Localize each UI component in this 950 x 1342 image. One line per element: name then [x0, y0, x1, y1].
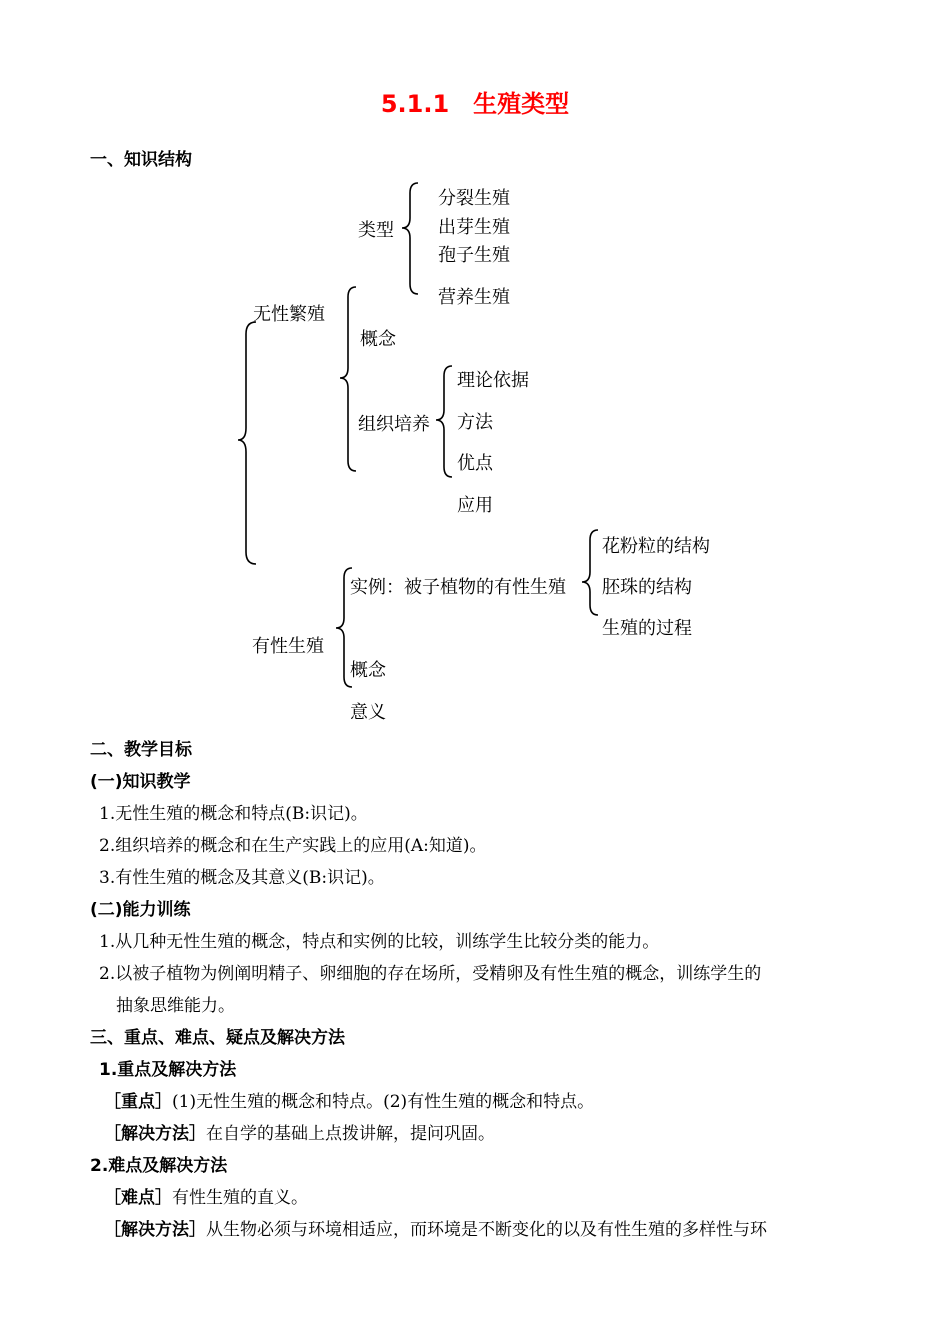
ability-goal: 1.从几种无性生殖的概念，特点和实例的比较，训练学生比较分类的能力。 — [99, 932, 660, 952]
ability-goal: 2.以被子植物为例阐明精子、卵细胞的存在场所，受精卵及有性生殖的概念，训练学生的 — [99, 964, 762, 984]
method-label: ［解决方法］ — [104, 1220, 206, 1240]
method-row — [104, 1215, 767, 1240]
method-text: 在自学的基础上点拨讲解，提问巩固。 — [206, 1124, 495, 1144]
difficult-point-label: ［难点］ — [104, 1188, 172, 1208]
example-item: 花粉粒的结构 — [602, 536, 710, 557]
type-item: 分裂生殖 — [438, 188, 510, 209]
example-brace — [582, 530, 598, 615]
method-text: 从生物必须与环境相适应，而环境是不断变化的以及有性生殖的多样性与环 — [206, 1220, 767, 1240]
tissue-culture-item: 理论依据 — [457, 370, 529, 391]
knowledge-goal: 3.有性生殖的概念及其意义(B:识记)。 — [99, 868, 385, 888]
key-point-label: ［重点］ — [104, 1092, 172, 1112]
types-brace — [402, 183, 418, 294]
subheading-key-points: 1.重点及解决方法 — [99, 1060, 237, 1080]
tissue-culture-item: 优点 — [457, 453, 493, 474]
method-row — [104, 1119, 495, 1144]
section-heading-knowledge-structure: 一、知识结构 — [90, 150, 192, 170]
knowledge-goal: 2.组织培养的概念和在生产实践上的应用(A:知道)。 — [99, 836, 487, 856]
example-label: 实例：被子植物的有性生殖 — [350, 577, 566, 598]
difficult-point-text: 有性生殖的直义。 — [172, 1188, 308, 1208]
key-point-text: (1)无性生殖的概念和特点。(2)有性生殖的概念和特点。 — [172, 1092, 595, 1112]
tissue-culture-item: 应用 — [457, 495, 493, 516]
knowledge-goal: 1.无性生殖的概念和特点(B:识记)。 — [99, 804, 368, 824]
type-item: 出芽生殖 — [438, 217, 510, 238]
section-heading-key-points: 三、重点、难点、疑点及解决方法 — [90, 1028, 345, 1048]
page-title: 5.1.1 生殖类型 — [380, 90, 570, 118]
sexual-label: 有性生殖 — [252, 636, 324, 657]
key-point-row — [104, 1087, 594, 1112]
root-brace — [238, 322, 256, 564]
tissue-culture-item: 方法 — [457, 412, 493, 433]
subheading-knowledge-teaching: (一)知识教学 — [90, 772, 191, 792]
significance-label: 意义 — [350, 702, 386, 723]
asexual-brace — [340, 287, 356, 471]
asexual-label: 无性繁殖 — [253, 304, 325, 325]
types-label: 类型 — [358, 220, 394, 241]
ability-goal-continued: 抽象思维能力。 — [116, 996, 235, 1016]
type-item: 孢子生殖 — [438, 245, 510, 266]
example-item: 生殖的过程 — [602, 618, 692, 639]
sexual-concept-label: 概念 — [350, 660, 386, 681]
example-item: 胚珠的结构 — [602, 577, 692, 598]
method-label: ［解决方法］ — [104, 1124, 206, 1144]
tissue-culture-brace — [436, 366, 452, 477]
type-item: 营养生殖 — [438, 287, 510, 308]
tissue-culture-label: 组织培养 — [358, 414, 430, 435]
asexual-concept-label: 概念 — [360, 329, 396, 350]
subheading-ability-training: (二)能力训练 — [90, 900, 191, 920]
section-heading-teaching-goals: 二、教学目标 — [90, 740, 192, 760]
subheading-difficult-points: 2.难点及解决方法 — [90, 1156, 228, 1176]
difficult-point-row — [104, 1183, 308, 1208]
